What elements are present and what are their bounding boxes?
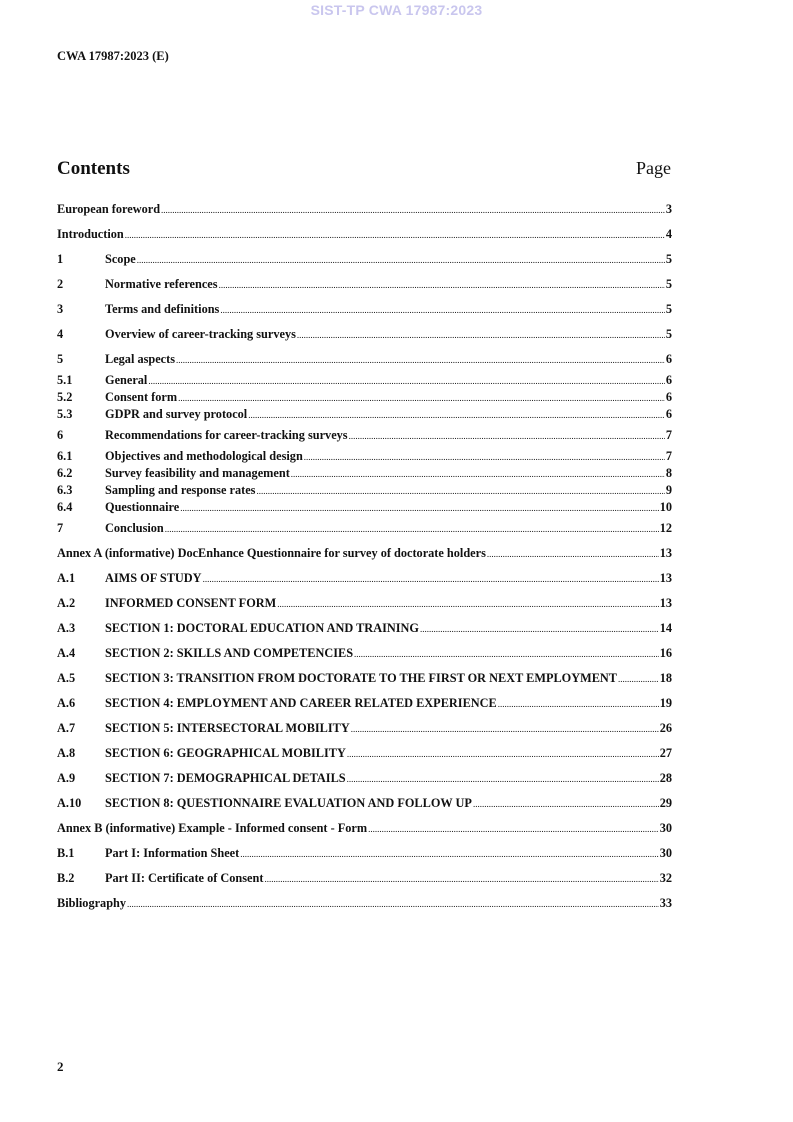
toc-entry-title: SECTION 1: DOCTORAL EDUCATION AND TRAINING <box>105 621 419 635</box>
toc-entry[interactable] <box>57 591 672 616</box>
toc-entry-title: AIMS OF STUDY <box>105 571 202 585</box>
toc-entry-number: A.7 <box>57 721 76 735</box>
toc-entry-number: A.4 <box>57 646 76 660</box>
toc-entry-title: Survey feasibility and management <box>105 466 290 480</box>
toc-entry-page: 28 <box>659 771 672 785</box>
dot-leader <box>256 487 664 499</box>
dot-leader <box>127 900 659 916</box>
dot-leader <box>180 504 658 516</box>
dot-leader <box>203 575 659 591</box>
toc-entry-page: 8 <box>665 466 672 480</box>
toc-entry-title: Objectives and methodological design <box>105 449 303 463</box>
toc-entry-title: Normative references <box>105 277 218 291</box>
toc-entry-number: 5.3 <box>57 407 73 421</box>
toc-entry-page: 5 <box>665 252 672 266</box>
toc-entry-number: 5.2 <box>57 390 73 404</box>
toc-entry[interactable] <box>57 541 672 566</box>
toc-entry-number: A.6 <box>57 696 76 710</box>
toc-entry-title: Bibliography <box>57 896 127 910</box>
toc-entry-title: INFORMED CONSENT FORM <box>105 596 277 610</box>
toc-entry-number: 6 <box>57 428 64 442</box>
toc-entry[interactable] <box>57 766 672 791</box>
toc-entry-number: B.2 <box>57 871 75 885</box>
dot-leader <box>277 600 658 616</box>
toc-entry-number: 3 <box>57 302 64 316</box>
document-id-header: CWA 17987:2023 (E) <box>57 49 169 63</box>
toc-entry-title: SECTION 5: INTERSECTORAL MOBILITY <box>105 721 350 735</box>
toc-entry-page: 33 <box>659 896 672 910</box>
toc-entry-number: A.10 <box>57 796 82 810</box>
toc-entry-page: 29 <box>659 796 672 810</box>
toc-entry-page: 7 <box>665 428 672 442</box>
toc-entry[interactable] <box>57 423 672 448</box>
page-column-label: Page <box>636 158 671 178</box>
dot-leader <box>347 775 659 791</box>
dot-leader <box>420 625 659 641</box>
dot-leader <box>148 377 665 389</box>
dot-leader <box>137 256 665 272</box>
toc-entry-title: Sampling and response rates <box>105 483 256 497</box>
toc-entry-number: A.2 <box>57 596 76 610</box>
toc-entry-title: General <box>105 373 148 387</box>
toc-entry-title: SECTION 4: EMPLOYMENT AND CAREER RELATED EXPERIENCE <box>105 696 497 710</box>
dot-leader <box>618 675 659 691</box>
dot-leader <box>498 700 659 716</box>
toc-entry-number: 5.1 <box>57 373 73 387</box>
toc-entry-title: European foreword <box>57 202 161 216</box>
contents-title: Contents <box>57 158 130 179</box>
toc-entry-page: 6 <box>665 352 672 366</box>
toc-entry[interactable] <box>57 482 672 499</box>
toc-entry-title: Recommendations for career-tracking surveys <box>105 428 348 442</box>
toc-entry-page: 12 <box>659 521 672 535</box>
toc-entry-page: 26 <box>659 721 672 735</box>
toc-entry-number: 4 <box>57 327 64 341</box>
toc-entry-page: 16 <box>659 646 672 660</box>
toc-entry-page: 10 <box>659 500 672 514</box>
toc-entry-title: Terms and definitions <box>105 302 220 316</box>
toc-entry-page: 5 <box>665 327 672 341</box>
toc-entry-number: 6.2 <box>57 466 73 480</box>
dot-leader <box>219 281 665 297</box>
toc-entry[interactable] <box>57 516 672 541</box>
toc-entry[interactable] <box>57 641 672 666</box>
dot-leader <box>125 231 665 247</box>
toc-entry-page: 4 <box>665 227 672 241</box>
toc-entry[interactable] <box>57 448 672 465</box>
toc-entry[interactable] <box>57 666 672 691</box>
dot-leader <box>304 453 665 465</box>
dot-leader <box>161 206 665 222</box>
dot-leader <box>291 470 665 482</box>
toc-entry-page: 5 <box>665 302 672 316</box>
page-number: 2 <box>57 1059 64 1074</box>
toc-entry-title: GDPR and survey protocol <box>105 407 248 421</box>
dot-leader <box>240 850 658 866</box>
toc-entry-title: SECTION 2: SKILLS AND COMPETENCIES <box>105 646 354 660</box>
dot-leader <box>176 356 665 372</box>
toc-entry-page: 7 <box>665 449 672 463</box>
dot-leader <box>220 306 665 322</box>
toc-entry-number: 2 <box>57 277 64 291</box>
table-of-contents <box>57 197 672 916</box>
toc-entry-page: 18 <box>659 671 672 685</box>
toc-entry-title: Annex A (informative) DocEnhance Questionnaire for survey of doctorate holders <box>57 546 486 560</box>
toc-entry-number: A.1 <box>57 571 76 585</box>
dot-leader <box>178 394 665 406</box>
toc-entry-title: SECTION 6: GEOGRAPHICAL MOBILITY <box>105 746 346 760</box>
dot-leader <box>347 750 659 766</box>
toc-entry-title: SECTION 3: TRANSITION FROM DOCTORATE TO THE FIRST OR NEXT EMPLOYMENT <box>105 671 618 685</box>
toc-entry-page: 19 <box>659 696 672 710</box>
dot-leader <box>264 875 658 891</box>
toc-entry-title: Part II: Certificate of Consent <box>105 871 264 885</box>
toc-entry-page: 6 <box>665 390 672 404</box>
toc-entry[interactable] <box>57 741 672 766</box>
toc-entry[interactable] <box>57 222 672 247</box>
toc-entry[interactable] <box>57 616 672 641</box>
toc-entry[interactable] <box>57 372 672 389</box>
toc-entry-title: Introduction <box>57 227 124 241</box>
toc-entry-title: SECTION 8: QUESTIONNAIRE EVALUATION AND FOLLOW UP <box>105 796 472 810</box>
toc-entry-title: Overview of career-tracking surveys <box>105 327 296 341</box>
toc-entry-title: Scope <box>105 252 136 266</box>
toc-entry-title: Annex B (informative) Example - Informed consent - Form <box>57 821 368 835</box>
toc-entry-number: 6.1 <box>57 449 73 463</box>
toc-entry-number: A.9 <box>57 771 76 785</box>
toc-entry-page: 3 <box>665 202 672 216</box>
toc-entry-number: B.1 <box>57 846 75 860</box>
toc-entry-page: 13 <box>659 571 672 585</box>
dot-leader <box>297 331 665 347</box>
toc-entry-page: 13 <box>659 546 672 560</box>
dot-leader <box>354 650 659 666</box>
toc-entry[interactable] <box>57 389 672 406</box>
toc-entry-page: 30 <box>659 821 672 835</box>
toc-entry-title: Legal aspects <box>105 352 176 366</box>
toc-entry[interactable] <box>57 791 672 816</box>
toc-entry[interactable] <box>57 297 672 322</box>
dot-leader <box>487 550 659 566</box>
toc-entry-number: 1 <box>57 252 64 266</box>
dot-leader <box>248 411 665 423</box>
toc-entry-number: 7 <box>57 521 64 535</box>
toc-entry-number: 6.3 <box>57 483 73 497</box>
watermark: SIST-TP CWA 17987:2023 <box>310 2 483 18</box>
toc-entry-page: 6 <box>665 373 672 387</box>
toc-entry[interactable] <box>57 816 672 841</box>
toc-entry[interactable] <box>57 566 672 591</box>
toc-entry-page: 32 <box>659 871 672 885</box>
toc-entry[interactable] <box>57 499 672 516</box>
toc-entry-title: SECTION 7: DEMOGRAPHICAL DETAILS <box>105 771 346 785</box>
toc-entry-number: A.8 <box>57 746 76 760</box>
toc-entry-title: Consent form <box>105 390 178 404</box>
toc-entry[interactable] <box>57 716 672 741</box>
toc-entry-number: A.5 <box>57 671 76 685</box>
toc-entry-page: 13 <box>659 596 672 610</box>
toc-entry-number: 5 <box>57 352 64 366</box>
toc-entry-number: 6.4 <box>57 500 73 514</box>
toc-entry-title: Questionnaire <box>105 500 180 514</box>
toc-entry-page: 30 <box>659 846 672 860</box>
toc-entry-page: 6 <box>665 407 672 421</box>
toc-entry[interactable] <box>57 465 672 482</box>
toc-entry-title: Part I: Information Sheet <box>105 846 240 860</box>
toc-entry[interactable] <box>57 891 672 916</box>
dot-leader <box>349 432 665 448</box>
toc-entry[interactable] <box>57 406 672 423</box>
dot-leader <box>351 725 659 741</box>
toc-entry[interactable] <box>57 347 672 372</box>
toc-entry[interactable] <box>57 866 672 891</box>
toc-entry[interactable] <box>57 322 672 347</box>
toc-entry[interactable] <box>57 197 672 222</box>
toc-entry-page: 27 <box>659 746 672 760</box>
toc-entry-page: 14 <box>659 621 672 635</box>
toc-entry[interactable] <box>57 247 672 272</box>
dot-leader <box>473 800 659 816</box>
toc-entry-page: 5 <box>665 277 672 291</box>
dot-leader <box>368 825 659 841</box>
toc-entry[interactable] <box>57 272 672 297</box>
toc-entry-page: 9 <box>665 483 672 497</box>
toc-entry-title: Conclusion <box>105 521 164 535</box>
dot-leader <box>165 525 659 541</box>
contents-header <box>57 158 671 180</box>
toc-entry[interactable] <box>57 691 672 716</box>
toc-entry[interactable] <box>57 841 672 866</box>
toc-entry-number: A.3 <box>57 621 76 635</box>
